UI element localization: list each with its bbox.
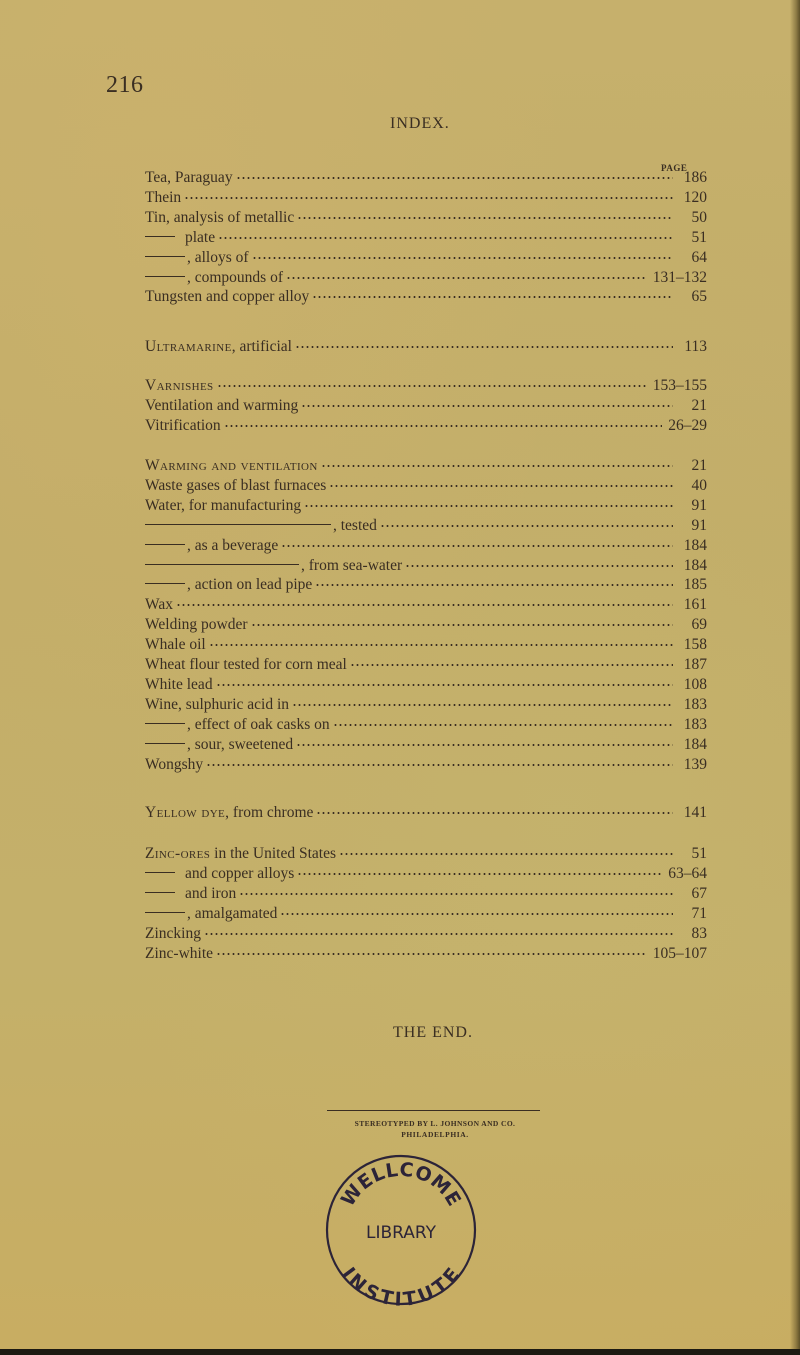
index-entry-text: plate (185, 228, 216, 246)
index-page-ref: 113 (684, 338, 707, 355)
index-page-ref: 158 (683, 636, 707, 654)
index-letter-heading: Zinc-ores (145, 845, 211, 862)
ditto-dash (145, 892, 175, 893)
index-entry-text: Tea, Paraguay (145, 169, 233, 186)
index-entry-term (145, 844, 336, 864)
dot-leader (217, 385, 647, 387)
index-entry-term (145, 715, 330, 735)
dot-leader (209, 644, 673, 646)
index-page-ref: 185 (683, 576, 707, 594)
index-entry-term (145, 337, 292, 357)
index-entry-text: Tin, analysis of metallic (145, 208, 295, 226)
index-page-ref: 91 (691, 516, 707, 534)
index-entry-term (145, 416, 221, 436)
index-page-ref: 26–29 (668, 416, 707, 434)
dot-leader (350, 664, 673, 666)
index-entry-term (145, 396, 298, 416)
index-entry-term (145, 516, 377, 536)
index-entry-term (145, 456, 318, 476)
index-entry (145, 456, 707, 476)
index-page-ref: 184 (683, 536, 707, 554)
ditto-dash (145, 912, 185, 913)
index-entry-text: Wine, sulphuric acid in (145, 695, 290, 713)
index-page-ref: 105–107 (652, 944, 707, 962)
index-entry-term (145, 864, 294, 884)
index-entry-text: Ventilation and warming (145, 396, 299, 414)
dot-leader (316, 812, 673, 814)
index-entry (145, 803, 707, 823)
dot-leader (184, 197, 673, 199)
dot-leader (329, 485, 673, 487)
index-entry-term (145, 376, 214, 396)
index-entry-term (145, 924, 201, 944)
index-entry-term (145, 615, 248, 635)
index-entry-text: , as a beverage (187, 536, 279, 554)
index-entry-text: in the United States (210, 845, 336, 862)
index-entry (145, 248, 707, 268)
index-entry (145, 635, 707, 655)
dot-leader (176, 604, 673, 606)
index-entry-text: Zincking (145, 924, 201, 942)
imprint-rule (327, 1110, 540, 1111)
index-entry (145, 575, 707, 595)
index-page-ref: 51 (691, 845, 707, 862)
index-page-ref: 120 (683, 188, 707, 206)
index-entry-text: Wheat flour tested for corn meal (145, 656, 347, 673)
ditto-dash (145, 743, 185, 744)
index-entry-term (145, 735, 293, 755)
index-page-ref: 184 (683, 556, 707, 574)
dot-leader (296, 744, 673, 746)
index-entry-text: , effect of oak casks on (187, 715, 330, 733)
index-entry-text: Tungsten and copper alloy (145, 288, 310, 306)
index-page-ref: 153–155 (652, 377, 707, 394)
index-entry (145, 396, 707, 416)
index-entry-term (145, 803, 313, 823)
index-page-ref: 40 (691, 476, 707, 494)
index-page-ref: 141 (683, 804, 707, 821)
index-entry-text: Wax (145, 596, 174, 614)
index-entry (145, 615, 707, 635)
index-entry (145, 556, 707, 576)
index-page-ref: 108 (683, 675, 707, 693)
index-entry-term (145, 268, 283, 288)
ditto-dash (145, 256, 185, 257)
index-entry (145, 944, 707, 964)
dot-leader (315, 584, 673, 586)
dot-leader (204, 933, 673, 935)
index-page-ref: 69 (691, 616, 707, 634)
dot-leader (297, 217, 673, 219)
dot-leader (236, 177, 673, 179)
dot-leader (339, 853, 673, 855)
dot-leader (224, 425, 663, 427)
index-entry (145, 168, 707, 188)
index-page-ref: 183 (683, 715, 707, 733)
index-entry (145, 675, 707, 695)
dot-leader (216, 953, 647, 955)
index-entry (145, 884, 707, 904)
dot-leader (281, 545, 673, 547)
index-entry (145, 208, 707, 228)
index-entry (145, 924, 707, 944)
dot-leader (280, 913, 673, 915)
index-entry (145, 268, 707, 288)
ditto-dash (145, 583, 185, 584)
index-entry-term (145, 575, 312, 595)
index-page-ref: 131–132 (652, 268, 707, 286)
index-entry (145, 735, 707, 755)
index-page-ref: 65 (691, 288, 707, 306)
index-page-ref: 187 (683, 656, 707, 673)
index-page-ref: 51 (691, 228, 707, 246)
index-page-ref: 184 (683, 735, 707, 753)
index-entry-text: and iron (185, 884, 237, 902)
index-entry-text: , compounds of (187, 268, 284, 286)
index-entry-term (145, 287, 309, 307)
index-entry (145, 188, 707, 208)
ditto-dash (145, 872, 175, 873)
index-entry-text: , from sea-water (301, 556, 403, 574)
index-page-ref: 183 (683, 695, 707, 713)
index-entry-term (145, 168, 233, 188)
svg-text:INSTITUTE (337, 1263, 464, 1308)
index-entry-text: Welding powder (145, 616, 248, 634)
stamp-center-text: LIBRARY (365, 1223, 437, 1243)
index-entry-text: , tested (333, 516, 377, 534)
index-entry (145, 695, 707, 715)
index-entry (145, 536, 707, 556)
index-entry-text: Zinc-white (145, 944, 214, 962)
index-entry-text: Wongshy (145, 755, 204, 773)
index-entry (145, 595, 707, 615)
index-entry (145, 715, 707, 735)
index-entry-text: Water, for manufacturing (145, 496, 302, 514)
index-entry-term (145, 536, 278, 556)
stamp-bottom-text: INSTITUTE (337, 1263, 465, 1308)
dot-leader (297, 873, 662, 875)
page-column-heading: PAGE (661, 163, 688, 173)
index-entry-term (145, 188, 181, 208)
index-page-ref: 21 (691, 457, 707, 474)
index-entry (145, 376, 707, 396)
index-letter-heading: Warming and ventilation (145, 457, 318, 474)
index-page-ref: 21 (691, 396, 707, 414)
ditto-dash (145, 524, 331, 525)
index-entry (145, 287, 707, 307)
dot-leader (292, 704, 673, 706)
index-entry-text: , artificial (231, 338, 292, 355)
index-entry-term (145, 695, 289, 715)
printer-imprint: STEREOTYPED BY L. JOHNSON AND CO. (354, 1119, 516, 1128)
index-entry-term (145, 496, 301, 516)
dot-leader (304, 505, 673, 507)
index-entry-term (145, 755, 203, 775)
dot-leader (380, 525, 673, 527)
index-entry (145, 416, 707, 436)
index-entry-text: Whale oil (145, 636, 206, 654)
index-page-ref: 139 (683, 755, 707, 773)
index-entry-term (145, 635, 206, 655)
running-head: INDEX. (390, 115, 450, 132)
index-page-ref: 64 (691, 248, 707, 266)
dot-leader (252, 257, 673, 259)
index-entry-text: Thein (145, 188, 182, 206)
index-entry (145, 476, 707, 496)
dot-leader (206, 764, 673, 766)
index-entry-text: Waste gases of blast furnaces (145, 476, 327, 494)
index-entry (145, 228, 707, 248)
dot-leader (333, 724, 673, 726)
dot-leader (251, 624, 674, 626)
index-entry-term (145, 208, 294, 228)
index-entry-term (145, 884, 236, 904)
index-entry-text: White lead (145, 675, 213, 693)
index-page-ref: 161 (683, 596, 707, 614)
index-page-ref: 50 (691, 208, 707, 226)
index-letter-heading: Ultramarine (145, 338, 232, 355)
scan-bottom-edge (0, 1349, 800, 1355)
index-entry-text: , from chrome (225, 804, 314, 821)
index-page-ref: 83 (691, 924, 707, 942)
index-entry-term (145, 675, 213, 695)
index-entry-term (145, 595, 173, 615)
index-entry-term (145, 228, 215, 248)
library-stamp-icon (323, 1152, 479, 1308)
index-letter-heading: Yellow dye (145, 804, 226, 821)
ditto-dash (145, 544, 185, 545)
dot-leader (295, 346, 673, 348)
page-number: 216 (106, 72, 144, 98)
index-page-ref: 71 (691, 904, 707, 922)
ditto-dash (145, 564, 299, 565)
index-entry-term (145, 904, 277, 924)
index-entry (145, 516, 707, 536)
printer-imprint-city: PHILADELPHIA. (401, 1130, 469, 1139)
stamp-top-text: WELLCOME (336, 1158, 466, 1211)
index-entry-term (145, 248, 249, 268)
dot-leader (312, 296, 673, 298)
index-entry-text: , sour, sweetened (187, 735, 294, 753)
index-entry (145, 864, 707, 884)
index-entry (145, 337, 707, 357)
svg-text:WELLCOME (337, 1159, 465, 1211)
page-binding-edge (790, 0, 800, 1355)
ditto-dash (145, 236, 175, 237)
dot-leader (239, 893, 673, 895)
index-entry (145, 904, 707, 924)
index-entry-term (145, 556, 402, 576)
index-page-ref: 91 (691, 496, 707, 514)
dot-leader (405, 565, 673, 567)
index-entry-term (145, 655, 347, 675)
index-entry (145, 655, 707, 675)
the-end-heading: THE END. (393, 1024, 473, 1041)
index-entry-text: Vitrification (145, 416, 221, 434)
index-letter-heading: Varnishes (145, 377, 214, 394)
index-entry-term (145, 944, 213, 964)
index-page-ref: 63–64 (668, 864, 707, 882)
index-entry (145, 844, 707, 864)
dot-leader (301, 405, 673, 407)
index-entry (145, 496, 707, 516)
index-entry-text: , amalgamated (187, 904, 278, 922)
ditto-dash (145, 723, 185, 724)
dot-leader (218, 237, 673, 239)
dot-leader (216, 684, 673, 686)
index-entry-term (145, 476, 326, 496)
index-entry-text: , action on lead pipe (187, 576, 313, 594)
index-page-ref: 186 (683, 169, 707, 186)
index-entry-text: , alloys of (187, 248, 249, 266)
ditto-dash (145, 276, 185, 277)
dot-leader (286, 277, 647, 279)
index-page-ref: 67 (691, 884, 707, 902)
dot-leader (321, 465, 673, 467)
index-entry-text: and copper alloys (185, 864, 295, 882)
index-entry (145, 755, 707, 775)
